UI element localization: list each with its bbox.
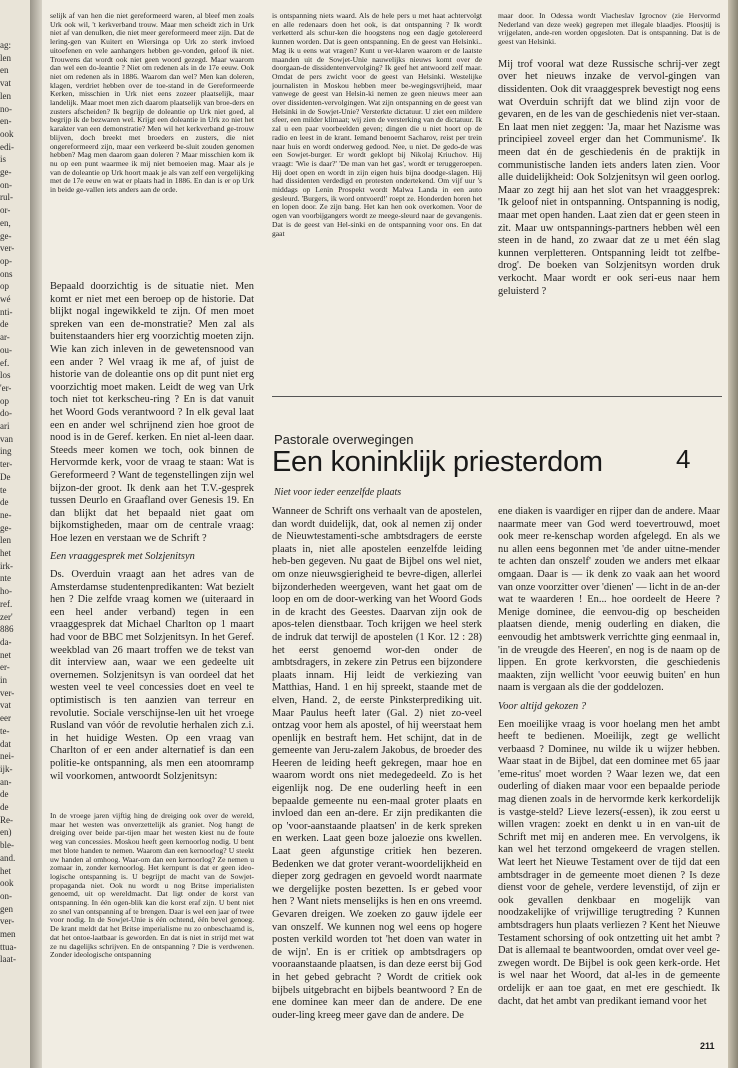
margin-fragment: ook — [0, 128, 14, 139]
margin-fragment: er- — [0, 662, 10, 673]
margin-fragment: te- — [0, 725, 10, 736]
margin-fragment: no- — [0, 103, 12, 114]
section-heading: Een vraaggesprek met Solzjenitsyn — [50, 551, 195, 563]
margin-fragment: ag: — [0, 40, 11, 50]
margin-fragment: en, — [0, 217, 11, 228]
margin-fragment: ver- — [0, 687, 15, 698]
page-edge — [728, 0, 738, 1068]
margin-fragment: vat — [0, 700, 11, 711]
margin-fragment: De — [0, 471, 11, 482]
column-a-quote — [50, 812, 254, 1060]
margin-fragment: net — [0, 649, 11, 660]
body-text: is ontspanning niets waard. Als de hele pers u met haat achtervolgt en alle redenaars doen het ook, is dat ontspanning ? Ik wordt verketterd als schur-ken die hoogstens nog een dagje getolereerd kunnen worden. Dat is geen ontspanning. En de geest van Helsinki.. Mag ik u eens wat vragen? Kunt u ver-klaren waarom er de laatste maanden uit de Sowjet-Unie nauwelijks nieuws komt over de doorgaan-de dissidentenvervolging? Ik geef het antwoord zelf maar. Omdat de pers zwicht voor de geest van Helsinki. Westelijke journalisten in Moskou hebben meer be-wegingsvrijheid, maar vanwege de geest van Helsin-ki nemen ze geen nieuws meer aan over dissidenten-vervolgingen. Wat zijn ontspanning en de geest van Helsinki in de Sowjet-Unie? Versterkte dictatuur. U ziet een mildere sfeer, een milder klimaat; wij zien de versterking van de dictatuur. Ik zal u een paar voorbeelden geven; dingen die u niet hoort op de radio en leest in de krant. Iemand benoemt Sacharov, reist per trein naar huis en wordt onderweg gedood. Nee, u niet. De gedo-de was een Sowjet-burger. Er wordt geklopt bij Nikolaj Kriuchov. Hij vraagt: 'Wie is daar?' 'De man van het gas', wordt er teruggeroepen. Hij doet open en wordt in zijn eigen huis bijna doodge-slagen. Hij had dissidenten verdedigd en protesten ondertekend. Om vijf uur 's middags op Lenin Prospekt wordt Malwa Landa in een auto gesleurd. 'Burgers, ik word ontvoerd!' roept ze. Honderden horen het en lopen door. Ze zijn bang. Het kan hen ook overkomen. Voor de ogen van voorbijgangers wordt ze meege-sleurd naar de gevangenis. Dat is de geest van Hel-sinki en de ontspanning voor ons. En dat gaat — [272, 12, 482, 238]
margin-fragment: vat — [0, 78, 11, 89]
column-a-main — [50, 281, 254, 805]
margin-fragment: ons — [0, 268, 13, 279]
margin-fragment: nte — [0, 573, 11, 584]
margin-fragment: ref. — [0, 598, 13, 609]
column-b-top — [272, 12, 482, 389]
margin-fragment: de — [0, 802, 9, 812]
margin-fragment: len — [0, 535, 11, 546]
margin-fragment: eer — [0, 713, 11, 724]
margin-fragment: te — [0, 484, 7, 495]
margin-fragment: is — [0, 154, 7, 165]
body-text: Bepaald doorzichtig is de situatie niet. Men komt er niet met een beroep op de historie. Dat blijkt nogal ingewikkeld te zijn. Of men moet spreken van een de-monstratie? Men zal als buitenstaanders hier erg voorzichtig moeten zijn. Wie kan zich inleven in de gewetensnood van een ander ? Wel vraag ik me af, of juist de historie van de doleantie ons op dit punt niet erg voorzichtig moet maken. Leidt de weg van Urk toch niet tot kerkscheu-ring ? En is dat vanuit het Woord Gods verantwoord ? In elk geval laat een en ander wel schrijnend zien hoe groot de nood is in de Geref. kerken. En niet al-leen daar. Steeds meer komen we toch, ook binnen de Hervormde kerk, voor de vraag te staan: Wat is Gereformeerd ? Want de tegenstellingen zijn wel bijzon-der groot. Ik denk aan het T.V.-gesprek tussen Deurlo en Graafland over Genesis 19. En dan blijkt dat het bepaald niet gaat om bijkomstigheden, maar om de centrale vraag: Hoe lezen en verstaan we de Schrift ? — [50, 281, 254, 544]
margin-fragment: en) — [0, 827, 12, 838]
margin-fragment: ver- — [0, 916, 15, 927]
margin-fragment: on- — [0, 890, 12, 901]
margin-fragment: ge- — [0, 230, 12, 241]
margin-fragment: ook — [0, 878, 14, 889]
margin-fragment: ing — [0, 446, 12, 457]
margin-fragment: 886 — [0, 624, 14, 635]
margin-fragment: do- — [0, 408, 12, 419]
margin-fragment: de — [0, 789, 9, 800]
margin-fragment: len — [0, 90, 11, 101]
body-text: Ds. Overduin vraagt aan het adres van de Amsterdamse studentenpredikanten: Wat bezielt hen ? Die zelfde vraag komen we (uiteraard in een heel ander verband) tegen in een vraaggesprek dat Michael Charlton op 1 maart had voor de BBC met Solzjenitsyn. In het Geref. weekblad van 26 maart troffen we de tekst van dit interview aan, waar we een gedeelte uit overnemen. Solzjenitsyn is van oordeel dat het westen veel te veel concessies doet en veel te optimistisch is ten aanzien van terreur en revolutie. Sociale verschijnse-len uit het vroege Rusland van vóór de revolutie herhalen zich z.i. in het huidige Westen. Op een vraag van Charlton of er een ander alternatief is dan een politie-ke ontspanning, als men een atoomramp wil voorkomen, antwoordt Solzjenitsyn: — [50, 569, 254, 782]
article-kicker: Pastorale overwegingen — [274, 432, 414, 447]
margin-fragment: Re- — [0, 814, 13, 825]
magazine-page — [42, 0, 728, 1068]
margin-fragment: wé — [0, 294, 11, 304]
margin-fragment: edi- — [0, 141, 14, 152]
quote-text: In de vroege jaren vijftig hing de dreiging ook over de wereld, maar het westen was onverzettelijk als graniet. Nog hangt de dreiging over beide par-tijen maar het westen kiest nu de foute weg van concessies. Moskou heeft geen kernoorlog nodig. U bent met blote handen te nemen. Waarom dan een kernoorlog? U steekt uw handen al omhoog. Waar-om dan een kernoorlog? Ze nemen u zomaar in, zonder kernoorlog. Het kernpunt is dat er geen ideo-logische ontspanning is. U begrijpt de macht van de Sowjet-propaganda niet. Ook nu wordt u nog Britse imperialisten genoemd, uit op wereldmacht. Dat ligt onder de korst van ontspanning. In één ogen-blik kan die korst eraf zijn. U bent niet zo snel van ontspanning af te brengen. Daar is wel een jaar of twee voor nodig. In de Sowjet-Unie is één ochtend, één bevel genoeg. De krant meldt dat het Britse imperialisme nu zo onbeschaamd is, dat het ontoe-laatbaar is geworden. En dat is niet in strijd met wat ze nu dagelijks schrijven. En de ontspanning ? Die is verdwenen. Zonder ideologische ontspanning — [50, 812, 254, 960]
margin-fragment: nti- — [0, 306, 13, 317]
margin-fragment: ttua- — [0, 941, 17, 952]
body-text: maar door. In Odessa wordt Viacheslav Igrocnov (zie Hervormd Nederland van deze week) gegrepen met illegale blaadjes. Ploosjtij is vrijgelaten, ande-ren worden opgesloten. Dat is ontspanning. Dat is de geest van Helsinki. — [498, 12, 720, 47]
margin-fragment: ge- — [0, 522, 12, 533]
margin-fragment: laat- — [0, 954, 16, 965]
margin-fragment: op — [0, 395, 9, 406]
column-b-article — [272, 506, 482, 1058]
margin-fragment: ari — [0, 421, 10, 431]
margin-fragment: van — [0, 433, 13, 444]
margin-fragment: irk- — [0, 560, 13, 571]
margin-fragment: zer' — [0, 611, 13, 622]
margin-fragment: ijk- — [0, 763, 13, 774]
margin-fragment: or- — [0, 205, 11, 216]
margin-fragment: het — [0, 865, 11, 876]
body-text: selijk af van hen die niet gereformeerd waren, al bleef men zoals Urk ook wil, 't kerkverband trouw. Maar men scheidt zich in Urk niet af van denulken, die niet meer gereformeerd meer zijn. Dat de lering-gen van Kuitert en Wiersinga op Urk zo sterk invloed uitoefenen en vele aanhangers hebben ge-vonden, geloof ik niet. Trouwens dat wordt ook niet geen woord gezegd. Maar waarom dan wel een do-leantie ? Niet om redenen als in de 17e eeuw. Ook niet om redenen als in 1886. Waarom dan wel? Men kan doleren, klagen, verdriet hebben over de toe-stand in de Gereformeerde Kerken, misschien in Urk niet eens zozeer plaatselijk, maar landelijk. Maar moet men zich daarom plaatselijk van broe-ders en zusters afscheiden? Ik begrijp de doleantie op Urk niet goed, al begrijp ik de bezwaren wel. Krijgt een doleantie in Urk zo niet het karakter van een demonstratie? Men wil het kerkverband ge-trouw blijven, doch breekt met broeders en zusters, die niet ongereformeerd zijn, maar een verkeerd be-sluit zouden genomen hebben? Mag men daarom gaan doleren ? Maar misschien kom ik nu op een punt waarmee ik mij niet bemoeien mag. Maar als je van de doleantie op Urk hoort maak je als van zelf een vergelijking met de 17e eeuw en wat er plaats had in 1886. En dan is er op Urk in beide ge-vallen iets anders aan de orde. — [50, 12, 254, 195]
margin-fragment: ef. — [0, 357, 10, 368]
margin-fragment: 'er- — [0, 382, 12, 393]
column-c-article — [498, 506, 720, 1034]
margin-fragment: len — [0, 52, 11, 63]
column-a-top — [50, 12, 254, 274]
margin-fragment: an- — [0, 776, 12, 787]
commentary-text: Mij trof vooral wat deze Russische schrij-ver zegt over het nieuws inzake de vervol-gingen van dissidenten. Ook dit vraaggesprek bevestigt nog eens wat Overduin schrijft dat we blind zijn voor de gevaren, en de les van de geschiedenis niet ver-staan. En laat men niet zeggen: 'Ja, maar het Nazisme was principieel zoveel erger dan het Communisme'. Ik meen dat én de geschiedenis én de praktijk in communistische landen iets anders laten zien. Voor alle duidelijkheid: Ook Solzjenitsyn wil geen oorlog. Maar zo zegt hij aan het slot van het vraaggesprek: 'Ik geloof niet in ontspanning. Ontspanning is nodig, maar met open handen. Laat zien dat er geen steen in zit. Maar uw ontspannings-partners hebben wèl een steen in de hand, zo zwaar dat ze u met één slag kunnen verpletteren. Ontspanning leidt tot zelfbe-drog'. De boeken van Solzjenitsyn worden druk verkocht. Maar wordt er ook seri-eus naar hem geluisterd ? — [498, 58, 720, 297]
margin-fragment: ge- — [0, 167, 12, 177]
article-subtitle: Niet voor ieder eenzelfde plaats — [274, 487, 402, 498]
margin-fragment: ne- — [0, 509, 12, 520]
margin-fragment: op — [0, 281, 9, 292]
margin-fragment: in — [0, 675, 8, 685]
book-gutter — [30, 0, 42, 1068]
margin-fragment: de — [0, 497, 9, 508]
margin-fragment: men — [0, 929, 16, 939]
article-title: Een koninklijk priesterdom — [272, 446, 603, 478]
article-text: ene diaken is vaardiger en rijper dan de andere. Maar naarmate meer van God werd toevertrouwd, moet ook meer re-kenschap worden afgelegd. En als we nu allen eens begonnen met 'de ander uitne-mender te achten dan onszelf' zouden we anders met elkaar omgaan. Daar is — ik denk zo vaak aan het woord van onze voorzitter over 'dienen' — licht in de an-der wat te waarderen ! En... hoe oordeelt de Heere ? Menige dominee, die eenvou-dig op bescheiden plaatsen diende, menig ouderling en diaken, die eenvoudig het ambtswerk verrichtte ging eenmaal in, 'in de vreugde des Heeren', en nog is de naam op de lippen. En grote kerkvorsten, die geschiedenis maakten, zijn wellicht 'voor eeuwig buiten' en hun naam is vergaan als die der goddelozen. — [498, 506, 720, 694]
margin-fragment: de — [0, 319, 9, 330]
margin-fragment: da- — [0, 636, 12, 647]
article-text: Wanneer de Schrift ons verhaalt van de apostelen, dan wordt duidelijk, dat, ook al nemen zij onder de Nieuwtestamenti-sche ambtsdragers de eerste plaats in, niet alle apostelen eenzelfde leiding heb-ben gegeven. Nu gaat de Bijbel ons wel niet, om onze nieuwsgierigheid te bevre-digen, allerlei bijzonderheden weergeven, want het gaat om de loop en om de door-werking van het Woord Gods in de kracht des Geestes. Daarvan zijn ook de apos-telen dienstbaar. Toch krijgen we heel sterk de indruk dat terwijl de apostelen (1 Kor. 12 : 28) het eerst genoemd wor-den onder de ambtsdragers, in zekere zin Petrus een bijzondere plaats innam. Hij leidt de verkiezing van Matthias, Hand. 1 en hij spreekt, staande met de elven, Hand. 2, de eerste Pinksterprediking uit. Maar Paulus heeft later (Gal. 2) niet zo-veel ontzag voor hem als apostel, of hij weerstaat hem openlijk en bestraft hem. Het schijnt, dat in de gemeente van Jeru-zalem Jakobus, de broeder des Heeren de leiding heeft gekregen, maar hoe en waarom wordt ons niet medegedeeld. Zo is het eigenlijk nog. De ene ouderling heeft in een bepaalde gemeente nu een-maal groter plaats en invloed dan een an-dere. Er zijn predikanten die op 'voor-aanstaande plaatsen' in de kerk spreken en werken. Laat geen boze jaloezie ons kwellen. Laat geen afgunstige critiek hen bezeren. Bedenken we dat groter verant-woordelijkheid en dieper zorg gedragen en gevoeld wordt naarmate we dergelijke posten bezetten. Is er gebed voor hen ? Want niets menselijks is hen en ons vreemd. Gevaren dreigen. We zoeken zo gauw ijdele eer van onszelf. We kunnen nog wel eens op hogere posten verkild worden tot 'het doen van water in de wijn'. En is er critiek op ambtsdragers op vooraanstaande plaatsen, is dan deze eerst bij God in het gebed gebracht ? Wordt de critiek ook bijbels uitgebracht en bijbels beantwoord ? En de ene dominee kan meer dan de andere. De ene ouder-ling kreeg meer gave dan de andere. De — [272, 506, 482, 1021]
margin-fragment: nei- — [0, 751, 14, 762]
series-number: 4 — [676, 444, 691, 474]
margin-fragment: het — [0, 548, 11, 558]
adjacent-page-margin — [0, 0, 30, 1068]
margin-fragment: dat — [0, 738, 11, 749]
margin-fragment: en — [0, 65, 9, 76]
margin-fragment: gen — [0, 903, 13, 914]
article-text: Een moeilijke vraag is voor hoelang men het ambt heeft te bedienen. Moeilijk, zegt ge wellicht verbaasd ? Dominee, nu wilde ik u wijzer hebben. Waar staat in de Bijbel, dat een dominee met 65 jaar 'eme-ritus' moet worden ? Waar lezen we, dat een ouderling of diaken maar voor een bepaalde periode mag dienen zoals in de hervormde kerk kerkordelijk is vastge-steld? Lieve lezers(-essen), ik zou eerst u willen vragen: zoekt en denkt u in en van-uit de Schrift met mij en anderen mee. En vervolgens, ik kan wel het terzond omgekeerd de vragen stellen. Wat leert het Nieuwe Testament over de tijd dat een ambtsdrager in de gemeente moet dienen ? Is deze dienst voor de gehele, verdere levenstijd, of zijn er ook gevallen denkbaar en mogelijk van noodzakelijke of vrijwillige terugtreding ? Kunnen ambtsdragers hun plaats verliezen ? Kent het Nieuwe Testament schorsing of ook ontzetting uit het ambt ? Dat is allemaal te beantwoorden, omdat over veel ge-zwegen wordt. De Bijbel is ook geen kerk-orde. Het is wel naar het Woord, dat al-les in de gemeente ordelijk er aan toe gaat, en met ere geschiedt. Ik dacht, dat het ambt van predikant iemand voor het — [498, 718, 720, 1007]
page-number: 211 — [700, 1041, 715, 1051]
section-heading: Voor altijd gekozen ? — [498, 700, 587, 712]
margin-fragment: ble- — [0, 840, 14, 851]
margin-fragment: ar- — [0, 332, 10, 343]
margin-fragment: op- — [0, 255, 12, 266]
margin-fragment: los — [0, 370, 11, 381]
margin-fragment: ou- — [0, 344, 12, 355]
margin-fragment: on- — [0, 179, 12, 190]
margin-fragment: ter- — [0, 459, 13, 470]
margin-fragment: rul- — [0, 192, 13, 203]
column-c-top — [498, 12, 720, 389]
margin-fragment: and. — [0, 852, 16, 863]
margin-fragment: en- — [0, 116, 12, 127]
margin-fragment: ho- — [0, 586, 12, 597]
section-divider — [272, 396, 722, 397]
margin-fragment: ver- — [0, 243, 15, 254]
